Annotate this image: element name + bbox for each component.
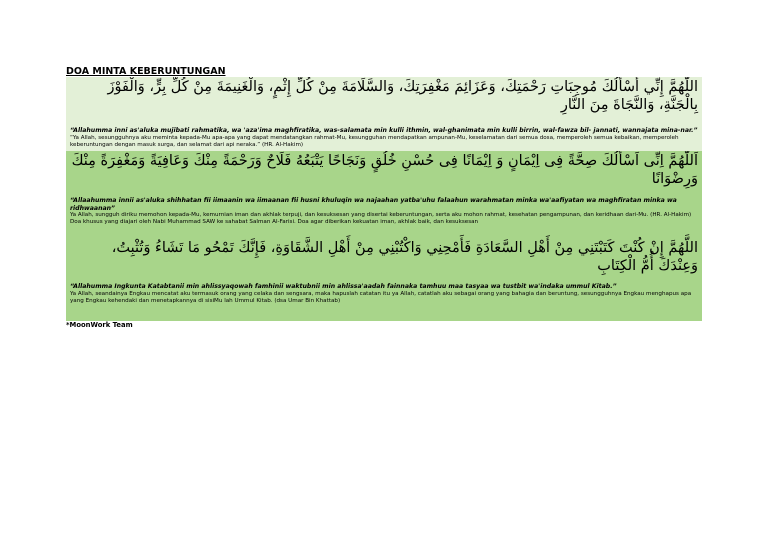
- arabic-text: اَللّٰهُمَّ اِنِّى اَسْأَلُكَ صِحَّةً فِى اِيْمَانٍ وَ اِيْمَانًا فِى حُسْنِ خُلُقٍ وَنَجَاحًا يَتْبَعُهُ فَلَاحٌ وَرَحْمَةً مِنْكَ وَعَافِيَةً وَمَغْفِرَةً مِنْكَ وَرِضْوَانًا: [71, 153, 698, 187]
- translation-text: Ya Allah, seandainya Engkau mencatat aku termasuk orang yang celaka dan sengsara, maka hapuslah catatan itu ya Allah, catatlah aku sebagai orang yang bahagia dan beruntung, sesungguhnya Engkau menghapus apa yang Engkau kehendaki dan menetapkannya di sisiMu lah Ummul Kitab. (dsa Umar Bin Khattab): [70, 290, 692, 304]
- translation-text: “Ya Allah, sesungguhnya aku meminta kepada-Mu apa-apa yang dapat mendatangkan rahmat-Mu, kesungguhan mendapatkan ampunan-Mu, keselamatan dari semua dosa, memperoleh semua kebaikan, memperoleh keberuntungan dengan masuk surga, dan selamat dari api neraka.” (HR. Al-Hakim): [70, 134, 679, 148]
- transliteration-text: “Allaahumma innii as'aluka shihhatan fii iimaanin wa iimaanan fii husni khuluqin wa najaahan yatba'uhu falaahun warahmatan minka wa'aafiyatan wa maghfiratan minka wa ridhwaanan”: [70, 197, 677, 212]
- arabic-text: اللَّهُمَّ إِنْ كُنْتَ كَتَبْتَنِي مِنْ أَهْلِ السَّعَادَةِ فَأَمْحِنِي وَاكْتُبْنِي مِنْ أَهْلِ الشَّقَاوَةِ، فَإِنَّكَ تَمْحُو مَا تَشَاءُ وَتُثْبِتُ، وَعِنْدَكَ أُمُّ الْكِتَابِ: [111, 240, 698, 274]
- transliteration-text: “Allahumma Ingkunta Katabtanii min ahlissyaqowah famhinii waktubnii min ahlissa'aadah fainnaka tamhuu maa tasyaa wa tustbit wa'indaka ummul Kitab.”: [70, 283, 617, 290]
- prayer-block-3: [66, 231, 702, 321]
- document-page: [66, 66, 702, 330]
- arabic-text: اللّٰهُمَّ إِنِّي أَسْأَلُكَ مُوجِبَاتِ رَحْمَتِكَ، وَعَزَائِمَ مَغْفِرَتِكَ، وَالسَّلَامَةَ مِنْ كُلِّ إِثْمٍ، وَالْغَنِيمَةَ مِنْ كُلِّ بِرٍّ، وَالْفَوْزَ بِالْجَنَّةِ، وَالنَّجَاةَ مِنَ النَّارِ: [107, 79, 698, 113]
- transliteration-text: “Allahumma inni as'aluka mujibati rahmatika, wa 'aza'ima maghfiratika, was-salamata min kulli ithmin, wal-ghanimata min kulli birrin, wal-fawza bil- jannati, wannajata mina-nar.”: [70, 127, 698, 134]
- footer-credit: *MoonWork Team: [66, 321, 133, 329]
- prayer-block-2: [66, 151, 702, 231]
- prayer-block-1: [66, 77, 702, 151]
- translation-text: Ya Allah, sungguh diriku memohon kepada-Mu, kemurnian iman dan akhlak terpuji, dan kesuksesan yang disertai keberuntungan, serta aku mohon rahmat, kesehatan pengampunan, dan keridhaan dari-Mu. (HR. Al-Hakim) Doa khusus yang diajari oleh Nabi Muhammad SAW ke sahabat Salman Al-Farisi. Doa agar diberikan kekuatan iman, akhlak baik, dan kesuksesan: [70, 212, 692, 226]
- document-title: DOA MINTA KEBERUNTUNGAN: [66, 66, 226, 77]
